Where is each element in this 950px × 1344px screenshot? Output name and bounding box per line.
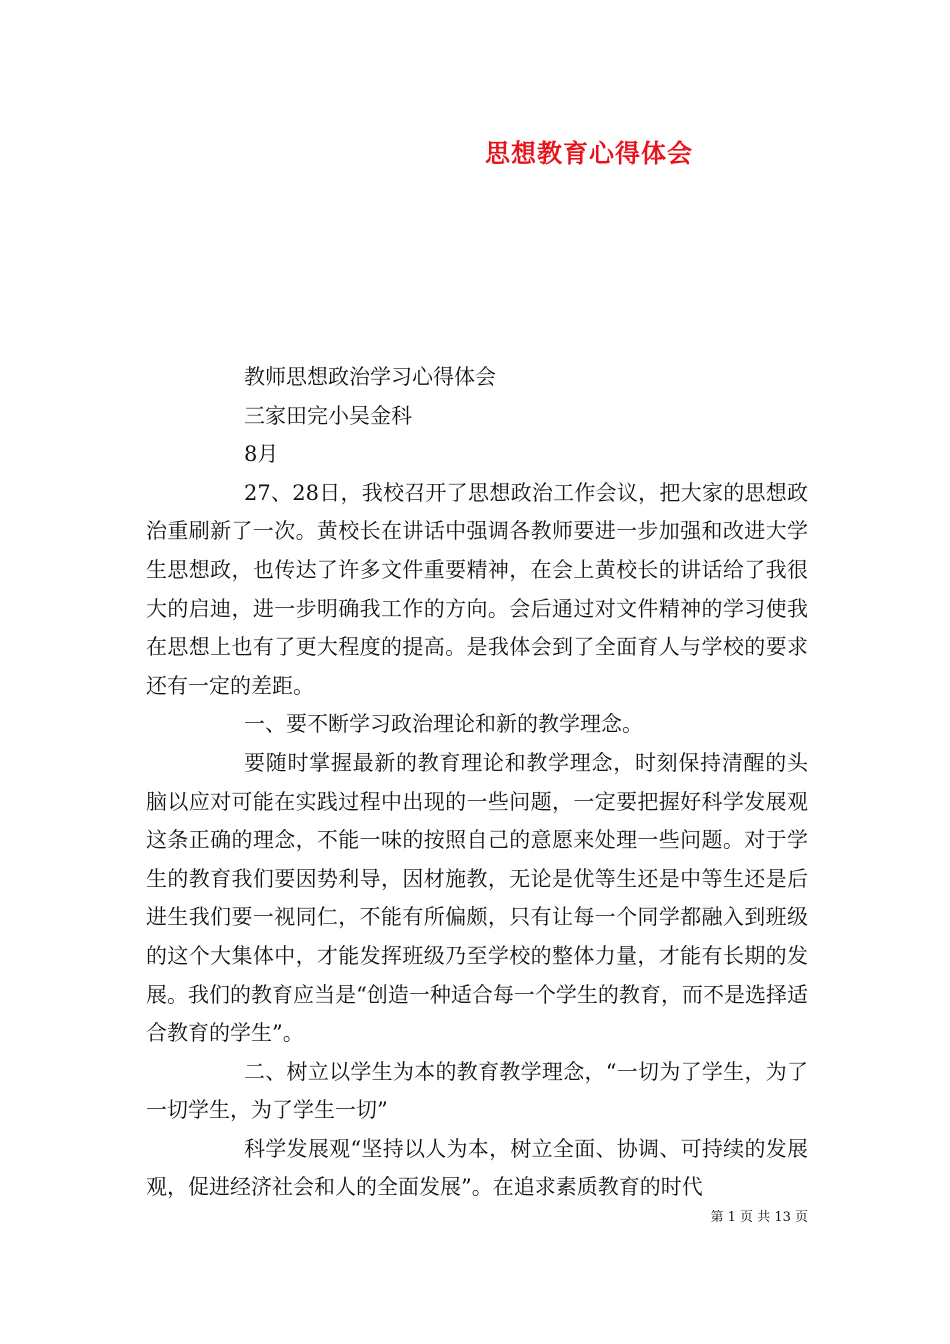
paragraph: 科学发展观“坚持以人为本，树立全面、协调、可持续的发展观，促进经济社会和人的全面发展”。在追求素质教育的时代 bbox=[146, 1136, 808, 1200]
page-footer: 第 1 页 共 13 页 bbox=[710, 1210, 808, 1225]
paragraph-author: 三家田完小吴金科 bbox=[244, 403, 412, 428]
paragraph: 27、28日，我校召开了思想政治工作会议，把大家的思想政治重刷新了一次。黄校长在讲话中强调各教师要进一步加强和改进大学生思想政，也传达了许多文件重要精神，在会上黄校长的讲话给了我很大的启迪，进一步明确我工作的方向。会后通过对文件精神的学习使我在思想上也有了更大程度的提高。是我体会到了全面育人与学校的要求还有一定的差距。 bbox=[146, 480, 808, 698]
paragraph-heading: 教师思想政治学习心得体会 bbox=[244, 365, 496, 389]
paragraph: 一、要不断学习政治理论和新的教学理念。 bbox=[244, 712, 643, 737]
paragraph: 要随时掌握最新的教育理论和教学理念，时刻保持清醒的头脑以应对可能在实践过程中出现的一些问题，一定要把握好科学发展观这条正确的理念，不能一味的按照自己的意愿来处理一些问题。对于学生的教育我们要因势利导，因材施教，无论是优等生还是中等生还是后进生我们要一视同仁，不能有所偏颇，只有让每一个同学都融入到班级的这个大集体中，才能发挥班级乃至学校的整体力量，才能有长期的发展。我们的教育应当是“创造一种适合每一个学生的教育，而不是选择适合教育的学生”。 bbox=[146, 750, 808, 1046]
document-body bbox=[146, 358, 808, 1207]
document-title: 思想教育心得体会 bbox=[484, 139, 693, 168]
paragraph-date: 8月 bbox=[244, 442, 279, 467]
paragraph: 二、树立以学生为本的教育教学理念，“一切为了学生，为了一切学生，为了学生一切” bbox=[146, 1059, 808, 1123]
